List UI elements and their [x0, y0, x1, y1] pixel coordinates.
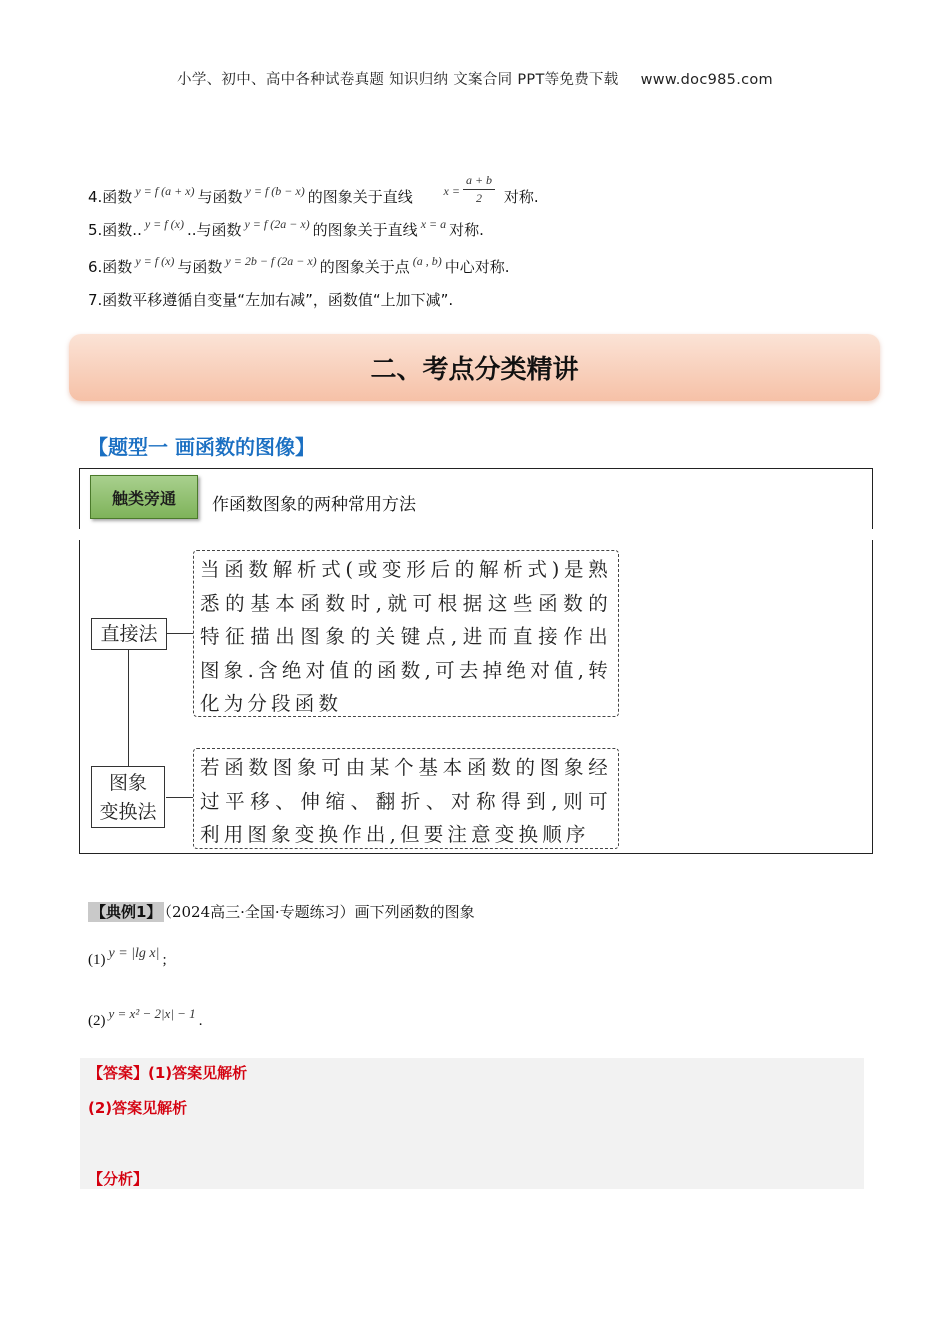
formula: x =: [443, 184, 460, 198]
tip-badge: 触类旁通: [90, 475, 198, 519]
header-site-link[interactable]: www.doc985.com: [640, 72, 773, 88]
example-heading: [88, 901, 475, 922]
property-5: 5.函数.. $^{y = f (x)}$ ..与函数 $^{y = f (2a - x)}$ 的图象关于直线 $^{x = a}$ 对称.: [88, 217, 484, 239]
formula: y = f (x): [135, 254, 175, 268]
example-tag: 【典例1】: [88, 902, 164, 922]
formula: y = f (a + x): [135, 184, 195, 198]
example-source: （2024高三·全国·专题练习）画下列函数的图象: [164, 903, 475, 921]
method-direct-label: 直接法: [91, 618, 167, 650]
example-item-1: (1) y = |lg x| ;: [88, 946, 167, 968]
formula: y = f (2a − x): [244, 217, 310, 231]
tip-box-header: [79, 468, 873, 529]
analysis-label: 【分析】: [88, 1170, 149, 1188]
formula: y = f (b − x): [245, 184, 305, 198]
property-7: 7.函数平移遵循自变量“左加右减”，函数值“上加下减”.: [88, 291, 454, 309]
formula: y = 2b − f (2a − x): [225, 254, 317, 268]
connector-line: [166, 797, 193, 798]
connector-line: [128, 649, 129, 766]
property-4: 4.函数 $^{y = f (a + x)}$ 与函数 $^{y = f (b - x)}$ 的图象关于直线 $^{x =}$ $\frac{a + b}{2}$ 对称.: [88, 173, 539, 206]
type-title: 【题型一 画函数的图像】: [88, 435, 315, 459]
method-direct-description: 当函数解析式(或变形后的解析式)是熟悉的基本函数时,就可根据这些函数的特征描出图象的关键点,进而直接作出图象.含绝对值的函数,可去掉绝对值,转化为分段函数: [193, 550, 619, 717]
answer-line-1: 【答案】(1)答案见解析: [88, 1064, 248, 1082]
formula: y = x² − 2|x| − 1: [108, 1006, 196, 1021]
tip-title: 作函数图象的两种常用方法: [212, 495, 416, 515]
example-item-2: (2) y = x² − 2|x| − 1 .: [88, 1006, 203, 1029]
section-banner: [69, 334, 880, 401]
page-header: [0, 68, 950, 89]
formula: y = f (x): [144, 217, 184, 231]
section-title: 二、考点分类精讲: [370, 355, 579, 385]
formula: (a , b): [412, 254, 442, 268]
formula: x = a: [420, 217, 447, 231]
connector-line: [166, 633, 193, 634]
method-transform-label: 图象 变换法: [91, 766, 165, 828]
property-6: 6.函数 $^{y = f (x)}$ 与函数 $^{y = 2b - f (2a - x)}$ 的图象关于点 $^{(a , b)}$ 中心对称.: [88, 254, 510, 276]
formula: y = |lg x|: [108, 946, 160, 961]
answer-line-2: (2)答案见解析: [88, 1099, 188, 1117]
method-transform-description: 若函数图象可由某个基本函数的图象经过平移、伸缩、翻折、对称得到,则可利用图象变换作出,但要注意变换顺序: [193, 748, 619, 849]
header-text: 小学、初中、高中各种试卷真题 知识归纳 文案合同 PPT等免费下载: [177, 72, 619, 88]
fraction: $\frac{a + b}{2}$: [463, 173, 495, 206]
